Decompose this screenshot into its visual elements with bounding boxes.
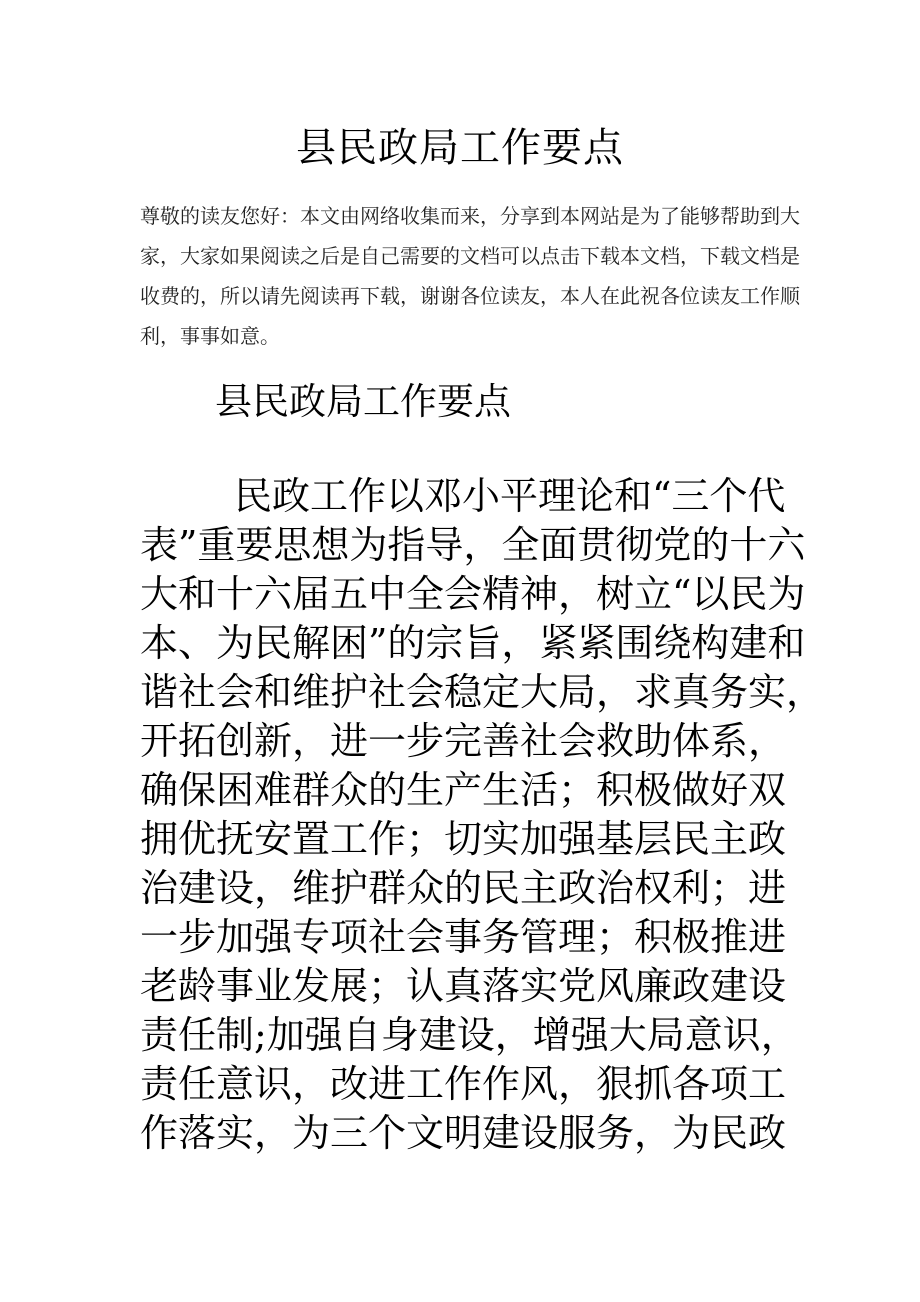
body-paragraph	[140, 472, 825, 1158]
body-line: 责任意识，改进工作作风，狠抓各项工	[140, 1062, 787, 1106]
body-line: 老龄事业发展；认真落实党风廉政建设	[140, 964, 787, 1008]
body-line: 开拓创新，进一步完善社会救助体系，	[140, 719, 787, 763]
body-line: 作落实，为三个文明建设服务，为民政	[140, 1111, 787, 1155]
body-line: 治建设，维护群众的民主政治权利；进	[140, 866, 787, 910]
body-line: 大和十六届五中全会精神，树立“以民为	[140, 572, 806, 616]
notice-line: 收费的，所以请先阅读再下载，谢谢各位读友，本人在此祝各位读友工作顺	[140, 284, 800, 308]
notice-line: 利，事事如意。	[140, 324, 280, 348]
document-title: 县民政局工作要点	[296, 125, 624, 171]
body-line: 确保困难群众的生产生活；积极做好双	[140, 768, 787, 812]
notice-line: 尊敬的读友您好：本文由网络收集而来，分享到本网站是为了能够帮助到大	[140, 204, 800, 228]
body-line: 拥优抚安置工作；切实加强基层民主政	[140, 817, 787, 861]
body-line: 民政工作以邓小平理论和“三个代	[234, 474, 786, 518]
notice-line: 家，大家如果阅读之后是自己需要的文档可以点击下载本文档，下载文档是	[140, 244, 800, 268]
reader-notice	[140, 196, 800, 356]
body-line: 谐社会和维护社会稳定大局，求真务实，	[140, 670, 825, 714]
body-line: 责任制;加强自身建设，增强大局意识，	[140, 1013, 799, 1057]
document-subtitle: 县民政局工作要点	[215, 380, 511, 423]
body-line: 表”重要思想为指导，全面贯彻党的十六	[140, 523, 806, 567]
body-line: 本、为民解困”的宗旨，紧紧围绕构建和	[140, 621, 806, 665]
body-line: 一步加强专项社会事务管理；积极推进	[140, 915, 787, 959]
